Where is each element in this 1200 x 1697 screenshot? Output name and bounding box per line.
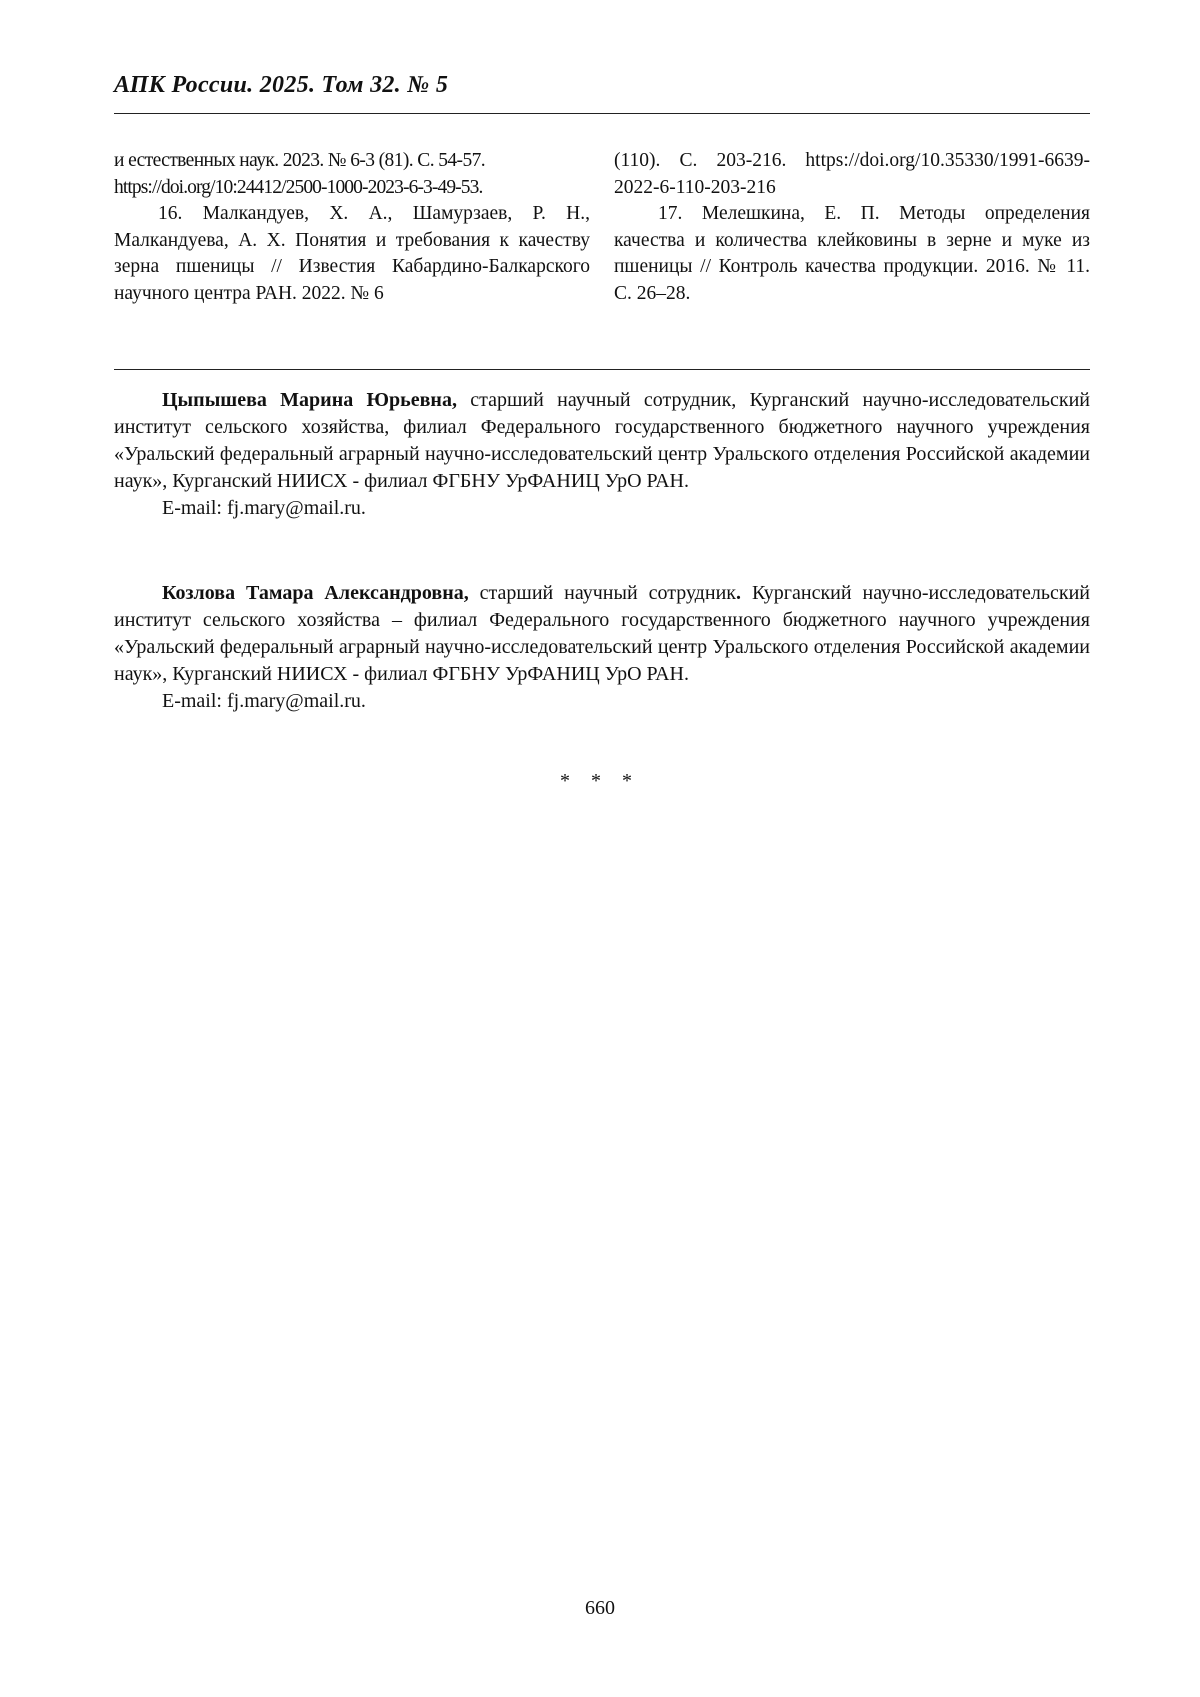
reference-16-tail: (110). С. 203-216. https://doi.org/10.35330/1991-6639-2022-6-110-203-216 (614, 150, 1090, 198)
author-bio (114, 580, 1090, 688)
author-email: E-mail: fj.mary@mail.ru. (162, 690, 366, 712)
reference-16: 16. Малкандуев, Х. А., Шамурзаев, Р. Н., Малкандуева, А. Х. Понятия и требования к качеству зерна пшеницы // Известия Кабардино-Балкарского научного центра РАН. 2022. № 6 (114, 203, 590, 304)
reference-column-left (114, 148, 590, 307)
journal-header: АПК России. 2025. Том 32. № 5 (114, 72, 449, 98)
reference-column-right (614, 148, 1090, 307)
author-info-2 (114, 580, 1090, 715)
author-affiliation: Курганский научно-исследовательский институт сельского хозяйства – филиал Федерального государственного бюджетного научного учреждения «Уральский федеральный аграрный научно-исследовательский центр Уральского отделения Российской академии наук», Курганский НИИСХ - филиал ФГБНУ УрФАНИЦ УрО РАН. (114, 582, 1090, 685)
reference-list (114, 148, 1090, 307)
author-name: Козлова Тамара Александровна, (162, 582, 469, 604)
author-email: E-mail: fj.mary@mail.ru. (162, 497, 366, 519)
author-description: старший научный сотрудник, Курганский научно-исследовательский институт сельского хозяйства, филиал Федерального государственного бюджетного научного учреждения «Уральский федеральный аграрный научно-исследовательский центр Уральского отделения Российской академии наук», Курганский НИИСХ - филиал ФГБНУ УрФАНИЦ УрО РАН. (114, 389, 1090, 492)
reference-17: 17. Мелешкина, Е. П. Методы определения качества и количества клейковины в зерне и муке из пшеницы // Контроль качества продукции. 2016. № 11. С. 26–28. (614, 203, 1090, 304)
reference-15-doi: https://doi.org/10:24412/2500-1000-2023-6-3-49-53. (114, 176, 483, 198)
author-info-1 (114, 387, 1090, 522)
author-name: Цыпышева Марина Юрьевна, (162, 389, 457, 411)
section-divider (114, 369, 1090, 370)
author-bio (114, 387, 1090, 495)
page-number: 660 (585, 1597, 615, 1619)
author-position: старший научный сотрудник (468, 582, 736, 604)
header-divider (114, 113, 1090, 114)
author-position-dot: . (735, 582, 741, 604)
section-separator: * * * (560, 770, 640, 792)
reference-15-tail: и естественных наук. 2023. № 6-3 (81). С. 54-57. (114, 150, 486, 171)
